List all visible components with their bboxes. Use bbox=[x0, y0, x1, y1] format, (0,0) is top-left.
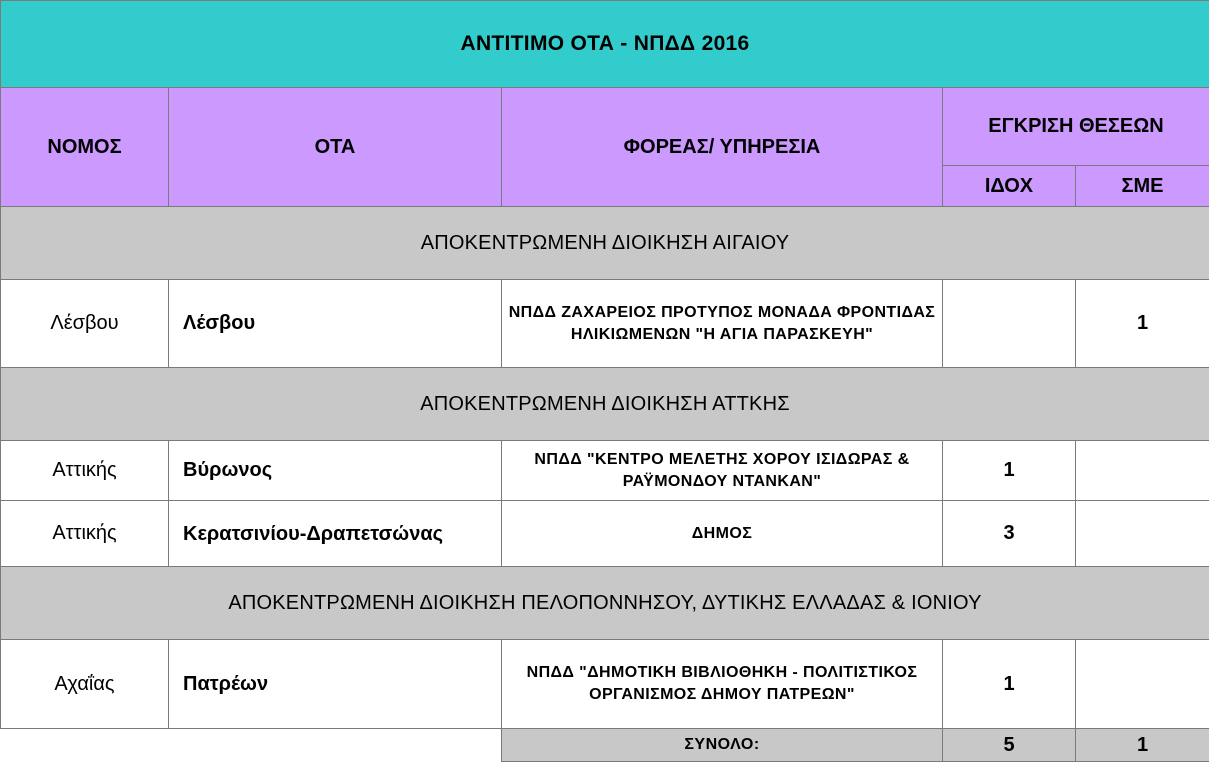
cell-nomos: Αττικής bbox=[1, 441, 169, 501]
header-ota: ΟΤΑ bbox=[169, 88, 502, 207]
total-idox: 5 bbox=[943, 729, 1076, 762]
cell-idox: 1 bbox=[943, 640, 1076, 729]
total-label: ΣΥΝΟΛΟ: bbox=[502, 729, 943, 762]
cell-sme: 1 bbox=[1076, 280, 1209, 368]
cell-sme bbox=[1076, 501, 1209, 567]
cell-ota: Πατρέων bbox=[169, 640, 502, 729]
cell-foreas: ΝΠΔΔ "ΔΗΜΟΤΙΚΗ ΒΙΒΛΙΟΘΗΚΗ - ΠΟΛΙΤΙΣΤΙΚΟΣ ΟΡΓΑΝΙΣΜΟΣ ΔΗΜΟΥ ΠΑΤΡΕΩΝ" bbox=[502, 640, 943, 729]
header-sme: ΣΜΕ bbox=[1076, 166, 1209, 207]
cell-idox bbox=[943, 280, 1076, 368]
region-peloponnisou: ΑΠΟΚΕΝΤΡΩΜΕΝΗ ΔΙΟΙΚΗΣΗ ΠΕΛΟΠΟΝΝΗΣΟΥ, ΔΥΤΙΚΗΣ ΕΛΛΑΔΑΣ & ΙΟΝΙΟΥ bbox=[1, 567, 1209, 640]
cell-foreas: ΝΠΔΔ "ΚΕΝΤΡΟ ΜΕΛΕΤΗΣ ΧΟΡΟΥ ΙΣΙΔΩΡΑΣ & ΡΑΫΜΟΝΔΟΥ ΝΤΑΝΚΑΝ" bbox=[502, 441, 943, 501]
header-nomos: ΝΟΜΟΣ bbox=[1, 88, 169, 207]
region-attikis: ΑΠΟΚΕΝΤΡΩΜΕΝΗ ΔΙΟΙΚΗΣΗ ΑΤΤΚΗΣ bbox=[1, 368, 1209, 441]
cell-ota: Λέσβου bbox=[169, 280, 502, 368]
table-row bbox=[1, 441, 1209, 501]
cell-sme bbox=[1076, 640, 1209, 729]
cell-idox: 3 bbox=[943, 501, 1076, 567]
cell-nomos: Αττικής bbox=[1, 501, 169, 567]
header-idox: ΙΔΟΧ bbox=[943, 166, 1076, 207]
cell-nomos: Λέσβου bbox=[1, 280, 169, 368]
cell-idox: 1 bbox=[943, 441, 1076, 501]
cell-foreas: ΔΗΜΟΣ bbox=[502, 501, 943, 567]
total-sme: 1 bbox=[1076, 729, 1209, 762]
cell-ota: Κερατσινίου-Δραπετσώνας bbox=[169, 501, 502, 567]
cell-sme bbox=[1076, 441, 1209, 501]
cell-ota: Βύρωνος bbox=[169, 441, 502, 501]
header-foreas: ΦΟΡΕΑΣ/ ΥΠΗΡΕΣΙΑ bbox=[502, 88, 943, 207]
table-row bbox=[1, 280, 1209, 368]
cell-foreas: ΝΠΔΔ ΖΑΧΑΡΕΙΟΣ ΠΡΟΤΥΠΟΣ ΜΟΝΑΔΑ ΦΡΟΝΤΙΔΑΣ ΗΛΙΚΙΩΜΕΝΩΝ "Η ΑΓΙΑ ΠΑΡΑΣΚΕΥΗ" bbox=[502, 280, 943, 368]
cell-nomos: Αχαΐας bbox=[1, 640, 169, 729]
table-title: ΑΝΤΙΤΙΜΟ ΟΤΑ - ΝΠΔΔ 2016 bbox=[1, 1, 1209, 88]
table-row bbox=[1, 501, 1209, 567]
region-aigaiou: ΑΠΟΚΕΝΤΡΩΜΕΝΗ ΔΙΟΙΚΗΣΗ ΑΙΓΑΙΟΥ bbox=[1, 207, 1209, 280]
header-egkrisi-theseon: ΕΓΚΡΙΣΗ ΘΕΣΕΩΝ bbox=[943, 88, 1209, 166]
totals-row bbox=[1, 729, 1209, 762]
table-row bbox=[1, 640, 1209, 729]
